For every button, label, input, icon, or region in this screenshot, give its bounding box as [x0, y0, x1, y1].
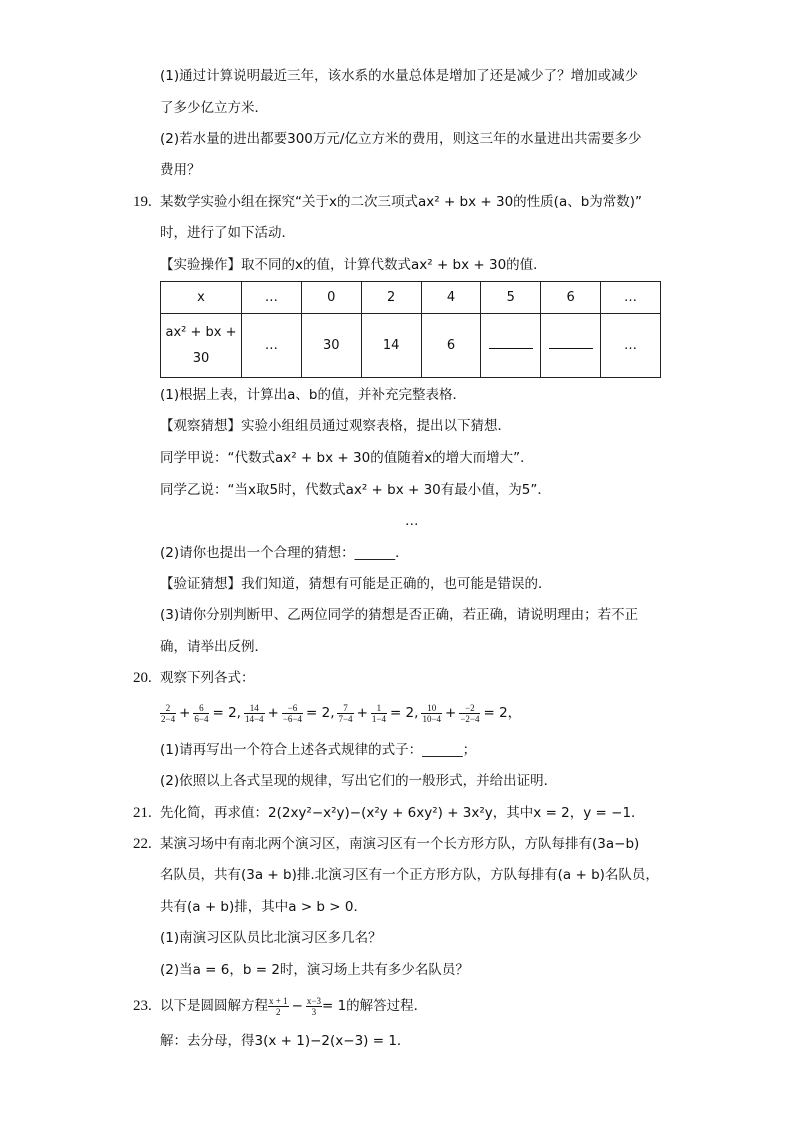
math-operator: + [179, 705, 191, 721]
q22-stem-line3: 共有(a + b)排，其中a > b > 0． [160, 899, 367, 915]
table-cell: … [242, 314, 302, 378]
fraction-numerator: 2 [160, 703, 176, 714]
q19-part3-line2: 确，请举出反例． [160, 639, 268, 655]
question-number-22: 22. [133, 836, 152, 852]
table-blank-cell [481, 314, 541, 378]
fraction [459, 703, 480, 724]
question-number-23: 23. [133, 998, 152, 1014]
fraction-numerator: 14 [244, 703, 265, 714]
fraction [421, 703, 442, 724]
q22-part2: (2)当a = 6，b = 2时，演习场上共有多少名队员？ [160, 962, 469, 978]
fraction [306, 996, 322, 1017]
math-operator: + [445, 705, 457, 721]
fraction [193, 703, 209, 724]
math-operator: + [267, 705, 279, 721]
fraction-numerator: −6 [282, 703, 303, 714]
math-operator: = 2, [306, 705, 335, 721]
fraction-numerator: 10 [421, 703, 442, 714]
table-label-line1: ax² + bx + [165, 324, 237, 340]
q19-verify: 【验证猜想】我们知道，猜想有可能是正确的，也可能是错误的． [160, 576, 552, 592]
fraction [371, 703, 387, 724]
table-cell: 2 [361, 282, 421, 314]
table-cell: … [601, 314, 661, 378]
fraction-denominator: −6−4 [282, 713, 302, 724]
q20-stem: 观察下列各式： [160, 670, 255, 686]
value-table [160, 281, 661, 378]
q23-stem-prefix: 以下是圆圆解方程 [160, 998, 268, 1014]
q20-equations [160, 700, 524, 726]
fraction-numerator: 1 [371, 703, 387, 714]
table-row [161, 314, 661, 378]
fraction-denominator: 7−4 [338, 713, 353, 724]
table-cell: 5 [481, 282, 541, 314]
q22-part1: (1)南演习区队员比北演习区多几名？ [160, 930, 382, 946]
q23-equation [268, 995, 322, 1017]
fraction-numerator: 7 [337, 703, 353, 714]
q18-part2-line2: 费用？ [160, 162, 201, 178]
fraction [160, 703, 176, 724]
q23-solution: 解：去分母，得3(x + 1)−2(x−3) = 1． [160, 1033, 411, 1049]
fraction-denominator: 10−4 [422, 713, 442, 724]
math-operator: + [356, 705, 368, 721]
q19-ellipsis: … [405, 513, 419, 529]
fraction-denominator: 14−4 [244, 713, 264, 724]
q18-part1-line1: (1)通过计算说明最近三年，该水系的水量总体是增加了还是减少了？增加或减少 [160, 68, 639, 84]
fraction-numerator: x−3 [306, 995, 321, 1006]
math-operator: − [291, 998, 303, 1014]
math-operator: = 2, [389, 705, 419, 721]
fraction-numerator: x + 1 [269, 995, 288, 1006]
table-cell: x [161, 282, 242, 314]
fraction-denominator: 3 [311, 1006, 317, 1017]
fraction-denominator: 6−4 [194, 713, 209, 724]
table-cell: 0 [301, 282, 361, 314]
fraction-denominator: 2 [276, 1006, 281, 1017]
table-blank-cell [541, 314, 601, 378]
q19-student-jia: 同学甲说：“代数式ax² + bx + 30的值随着x的增大而增大”． [160, 450, 534, 466]
question-number-20: 20. [133, 670, 152, 686]
table-cell: … [242, 282, 302, 314]
answer-blank [489, 338, 533, 349]
table-row-label [161, 314, 242, 378]
q18-part2-line1: (2)若水量的进出都要300万元/亿立方米的费用，则这三年的水量进出共需要多少 [160, 131, 642, 147]
q19-part3-line1: (3)请你分别判断甲、乙两位同学的猜想是否正确，若正确，请说明理由；若不正 [160, 607, 639, 623]
math-operator: = 2， [483, 705, 522, 721]
table-row [161, 282, 661, 314]
q19-part2: (2)请你也提出一个合理的猜想：______． [160, 545, 409, 561]
question-number-21: 21. [133, 805, 152, 821]
fraction-denominator: 1−4 [371, 713, 386, 724]
table-cell: 30 [301, 314, 361, 378]
math-operator: = 2, [212, 705, 241, 721]
q19-stem-line2: 时，进行了如下活动． [160, 225, 295, 241]
table-cell: 4 [421, 282, 481, 314]
fraction-numerator: 6 [193, 703, 209, 714]
q19-stem-line1: 某数学实验小组在探究“关于x的二次三项式ax² + bx + 30的性质(a、b为常数)” [160, 194, 643, 210]
q20-part1: (1)请再写出一个符合上述各式规律的式子：______； [160, 742, 477, 758]
fraction-numerator: −2 [459, 703, 480, 714]
q19-student-yi: 同学乙说：“当x取5时，代数式ax² + bx + 30有最小值，为5”． [160, 482, 551, 498]
q22-stem-line2: 名队员，共有(3a + b)排.北演习区有一个正方形方队，方队每排有(a + b)名队员， [160, 867, 659, 883]
q18-part1-line2: 了多少亿立方米． [160, 100, 268, 116]
q23-stem [160, 993, 427, 1019]
fraction [337, 703, 353, 724]
fraction [282, 703, 303, 724]
q23-stem-suffix: = 1的解答过程． [321, 998, 428, 1014]
fraction-denominator: 2−4 [161, 713, 176, 724]
question-number-19: 19. [133, 194, 152, 210]
table-label-line2: 30 [192, 350, 210, 366]
q19-experiment: 【实验操作】取不同的x的值，计算代数式ax² + bx + 30的值． [160, 257, 547, 273]
fraction [268, 996, 289, 1017]
q19-observe: 【观察猜想】实验小组组员通过观察表格，提出以下猜想． [160, 418, 511, 434]
q20-part2: (2)依照以上各式呈现的规律，写出它们的一般形式，并给出证明． [160, 773, 558, 789]
q22-stem-line1: 某演习场中有南北两个演习区，南演习区有一个长方形方队，方队每排有(3a−b) [160, 836, 640, 852]
table-cell: 6 [421, 314, 481, 378]
answer-blank [549, 338, 593, 349]
table-cell: 14 [361, 314, 421, 378]
fraction [244, 703, 265, 724]
table-cell: … [601, 282, 661, 314]
q21-stem: 先化简，再求值：2(2xy²−x²y)−(x²y + 6xy²) + 3x²y，其中x = 2，y = −1． [160, 805, 645, 821]
q19-part1: (1)根据上表，计算出a、b的值，并补充完整表格． [160, 387, 466, 403]
fraction-denominator: −2−4 [460, 713, 480, 724]
table-cell: 6 [541, 282, 601, 314]
